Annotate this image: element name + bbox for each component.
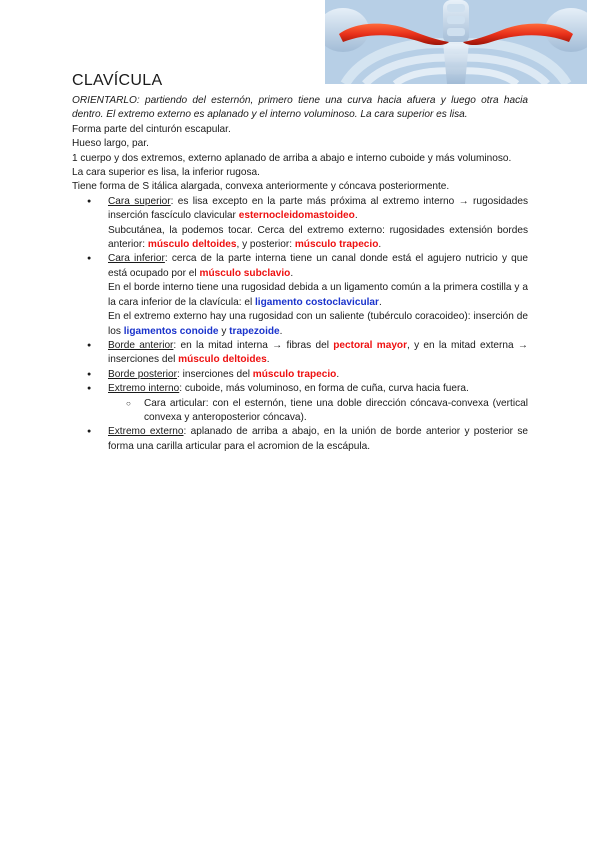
clavicle-illustration [325, 0, 587, 84]
list-item-borde-anterior [72, 339, 528, 368]
item-text: . [266, 354, 270, 366]
item-text: , y posterior: [236, 239, 295, 251]
item-text: : inserciones del [177, 368, 253, 380]
orientation-note: ORIENTARLO: partiendo del esternón, primero tiene una curva hacia afuera y luego otra hacia dentro. El extremo externo es aplanado y el interno voluminoso. La cara superior es lisa. [72, 95, 528, 121]
item-text: . [336, 368, 340, 380]
sub-list-item: ○ Cara articular: con el esternón, tiene una doble dirección cóncava-convexa (vertical convexa y anteroposterior cóncava). [108, 397, 528, 426]
page-title: CLAVÍCULA [72, 72, 163, 89]
term-extremo-externo: Extremo externo [108, 426, 184, 438]
item-text: : cuboide, más voluminoso, en forma de cuña, curva hacia fuera. [179, 383, 469, 395]
highlight-conoide: ligamentos conoide [123, 325, 219, 337]
item-text: . [378, 296, 382, 308]
highlight-pectoral-mayor: pectoral mayor [333, 339, 408, 351]
item-text: En el extremo externo hay una rugosidad con un saliente (tubérculo coracoideo): inserción de los [108, 311, 528, 337]
list-item-extremo-externo [72, 425, 528, 454]
highlight-costoclavicular: ligamento costoclavicular [255, 296, 379, 308]
term-cara-inferior: Cara inferior [108, 253, 165, 265]
intro-line: Hueso largo, par. [72, 138, 149, 150]
sub-list [108, 397, 528, 426]
term-extremo-interno: Extremo interno [108, 383, 180, 395]
term-cara-superior: Cara superior [108, 195, 171, 207]
item-text: . [279, 325, 283, 337]
intro-line: Tiene forma de S itálica alargada, convexa anteriormente y cóncava posteriormente. [72, 181, 450, 193]
list-item-borde-posterior [72, 368, 528, 382]
list-item-cara-inferior [72, 252, 528, 338]
intro-line: 1 cuerpo y dos extremos, externo aplanado de arriba a abajo e interno cuboide y más voluminoso. [72, 152, 512, 164]
intro-line: Forma parte del cinturón escapular. [72, 123, 231, 135]
item-text: , y en la mitad externa → inserciones del [108, 339, 528, 366]
item-text: : es lisa excepto en la parte más próxima al extremo interno → rugosidades inserción fascículo clavicular [108, 195, 528, 222]
item-text: . [378, 239, 382, 251]
list-item-cara-superior [72, 195, 528, 253]
highlight-trapecio: músculo trapecio [252, 368, 337, 380]
document-body [72, 94, 528, 454]
item-text: En el borde interno tiene una rugosidad debida a un ligamento común a la primera costilla y a la cara inferior de la clavícula: el [108, 282, 528, 308]
highlight-esternocleidomastoideo: esternocleidomastoideo [238, 210, 355, 222]
highlight-trapecio: músculo trapecio [294, 239, 379, 251]
item-paragraph [108, 281, 528, 310]
features-list [72, 195, 528, 454]
item-paragraph [108, 224, 528, 253]
item-text: y [218, 325, 230, 337]
term-borde-anterior: Borde anterior [108, 339, 174, 351]
item-text: : en la mitad interna → fibras del [173, 339, 334, 351]
item-paragraph [108, 310, 528, 339]
item-text: : aplanado de arriba a abajo, en la unión de borde anterior y posterior se forma una carilla articular para el acromion de la escápula. [108, 426, 528, 452]
intro-line: La cara superior es lisa, la inferior rugosa. [72, 167, 260, 179]
item-text: : cerca de la parte interna tiene un canal donde está el agujero nutricio y que está ocupado por el [108, 253, 528, 279]
item-text: . [354, 210, 358, 222]
highlight-subclavio: músculo subclavio [199, 267, 291, 279]
highlight-deltoides: músculo deltoides [147, 239, 237, 251]
list-item-extremo-interno [72, 382, 528, 425]
item-text: Subcutánea, la podemos tocar. Cerca del extremo externo: rugosidades extensión bordes anterior: [108, 224, 528, 251]
item-text: . [290, 267, 294, 279]
term-borde-posterior: Borde posterior [108, 368, 178, 380]
highlight-deltoides: músculo deltoides [178, 354, 267, 366]
highlight-trapezoide: trapezoide [229, 325, 280, 337]
